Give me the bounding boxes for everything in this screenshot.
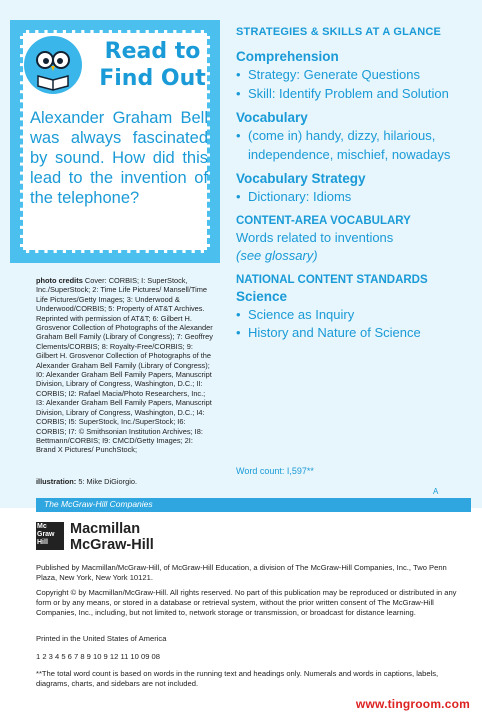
list-item: • (come in) handy, dizzy, hilarious, independence, mischief, nowadays xyxy=(236,127,472,164)
content-area-glossary: (see glossary) xyxy=(236,248,318,263)
strategies-skills-column xyxy=(236,26,472,343)
word-count: Word count: I,597** xyxy=(236,466,314,476)
vocabulary-strategy-list xyxy=(236,188,472,207)
printing-numbers: 1 2 3 4 5 6 7 8 9 10 9 12 11 10 09 08 xyxy=(36,652,160,661)
published-by: Published by Macmillan/McGraw-Hill, of McGraw-Hill Education, a division of The McGraw-Hill Companies, Inc., Two Penn Plaza, New York, New York 10121. xyxy=(36,563,447,582)
list-item: • Strategy: Generate Questions xyxy=(236,66,472,85)
publisher-strip-text: The McGraw-Hill Companies xyxy=(44,499,153,509)
mcgraw-hill-logo xyxy=(36,522,64,550)
vocabulary-heading: Vocabulary xyxy=(236,110,308,125)
read-to-find-out-title: Read to Find Out xyxy=(99,39,206,91)
publisher-name: Macmillan McGraw-Hill xyxy=(70,521,154,553)
read-to-find-out-question: Alexander Graham Bell was always fascinated by sound. How did this lead to the invention of the telephone? xyxy=(30,109,208,207)
read-to-find-out-box xyxy=(10,20,220,263)
watermark: www.tingroom.com xyxy=(355,697,470,711)
illustration-label: illustration: xyxy=(36,477,77,486)
publisher-strip xyxy=(36,498,471,512)
logo-line: Mc xyxy=(37,523,47,530)
printed-in: Printed in the United States of America xyxy=(36,634,167,643)
standards-heading: NATIONAL CONTENT STANDARDS xyxy=(236,273,428,286)
logo-line: Hill xyxy=(37,539,48,546)
content-area-heading: CONTENT-AREA VOCABULARY xyxy=(236,214,411,227)
comprehension-list xyxy=(236,66,472,103)
standards-list xyxy=(236,306,472,343)
vocabulary-strategy-heading: Vocabulary Strategy xyxy=(236,171,366,186)
comprehension-heading: Comprehension xyxy=(236,49,339,64)
list-item: • Skill: Identify Problem and Solution xyxy=(236,85,472,104)
photo-credits-label: photo credits xyxy=(36,276,83,285)
word-count-footnote: **The total word count is based on words in the running text and headings only. Numerals and words in captions, labels, diagrams, charts, and sidebars are not included. xyxy=(36,669,439,688)
content-area-text: Words related to inventions xyxy=(236,229,394,245)
level-letter: A xyxy=(433,487,439,496)
illustration-credit xyxy=(36,477,137,486)
vocabulary-list xyxy=(236,127,472,164)
illustration-text: 5: Mike DiGiorgio. xyxy=(78,477,138,486)
glance-heading: STRATEGIES & SKILLS AT A GLANCE xyxy=(236,26,442,38)
list-item: • Dictionary: Idioms xyxy=(236,188,472,207)
logo-line: Graw xyxy=(37,531,55,538)
list-item: • Science as Inquiry xyxy=(236,306,472,325)
list-item: • History and Nature of Science xyxy=(236,324,472,343)
standards-subheading: Science xyxy=(236,288,288,304)
copyright-notice: Copyright © by Macmillan/McGraw-Hill. All rights reserved. No part of this publication may be reproduced or distributed in any form or by any means, or stored in a database or retrieval system, without the prior written consent of The McGraw-Hill Companies, Inc., including, but not limited to, network storage or transmission, or broadcast for distance learning. xyxy=(36,588,457,617)
photo-credits xyxy=(36,276,214,455)
owl-reading-icon xyxy=(24,36,82,94)
photo-credits-text: Cover: CORBIS; I: SuperStock, Inc./SuperStock; 2: Time Life Pictures/ Mansell/Time Life Pictures/Getty Images; 3: Underwood & Underwood/CORBIS; 5: Property of AT&T Archives. Reprinted with permission of AT&T; 6: Gilbert H. Grosvenor Collection of Photographs of the Alexander Graham Bell Family (Library of Congress); 7: Geoffrey Clements/CORBIS; 8: Royalty-Free/CORBIS; 9: Gilbert H. Grosvenor Collection of Photographs of the Alexander Graham Bell Family (Library of Congress); I0: Alexander Graham Bell Family Papers, Manuscript Division, Library of Congress, Washington, D.C.; II: CORBIS; I2: Rafael Macia/Photo Researchers, Inc.; I3: Alexander Graham Bell Family Papers, Manuscript Division, Library of Congress, Washington, D.C.; I4: CORBIS; I5: SuperStock, Inc./SuperStock; I6: CORBIS; I7: © Smithsonian Institution Archives; I8: Bettmann/CORBIS; I9: CMCD/Getty Images; 2I: Brand X Pictures/ PunchStock; xyxy=(36,276,213,455)
